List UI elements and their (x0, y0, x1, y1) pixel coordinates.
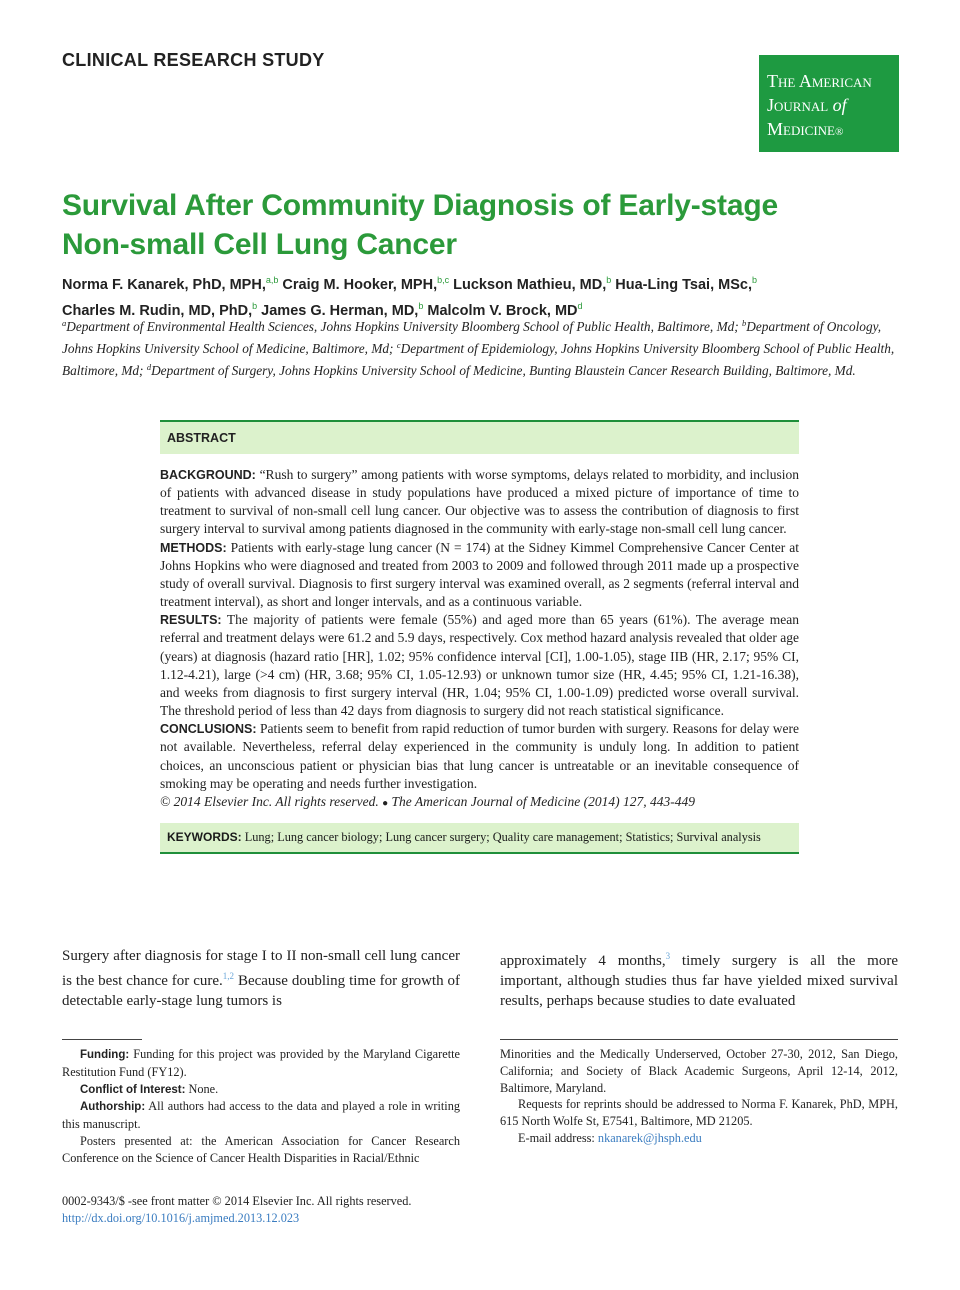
affil-sup: d (146, 362, 152, 372)
author-name: Charles M. Rudin, MD, PhD, (62, 303, 253, 319)
abstract-header: ABSTRACT (160, 422, 799, 454)
affil-sup: a (62, 318, 67, 328)
doi-link[interactable]: http://dx.doi.org/10.1016/j.amjmed.2013.12.023 (62, 1210, 300, 1225)
abstract-label: METHODS: (160, 540, 227, 555)
email-link[interactable]: nkanarek@jhsph.edu (597, 1130, 702, 1145)
footnote-divider (500, 1039, 898, 1040)
journal-logo-line1: The American (767, 71, 872, 91)
abstract-body (160, 454, 799, 813)
journal-logo (759, 55, 899, 152)
section-label: CLINICAL RESEARCH STUDY (62, 50, 325, 70)
abstract-text: Patients with early-stage lung cancer (N = 174) at the Sidney Kimmel Comprehensive Cancer Center at Johns Hopkins who were diagnosed and treated from 2003 to 2009 and followed through 2011 made up a prospective study of overall survival. Diagnosis to first surgery interval was examined overall, as 2 segments (referral interval and treatment interval), as short and longer intervals, and as a continuous variable. (160, 539, 799, 610)
abstract-label: BACKGROUND: (160, 468, 256, 482)
registered-mark: ® (835, 126, 844, 138)
author-affil-sup[interactable]: b (418, 301, 424, 311)
authorship-label: Authorship: (80, 1101, 146, 1114)
body-column-right (500, 946, 898, 1012)
author-name: Hua-Ling Tsai, MSc, (615, 277, 752, 293)
body-text: Surgery after diagnosis for stage I to II non-small cell lung cancer is the best chance for cure. (62, 948, 460, 990)
journal-citation: The American Journal of Medicine (2014) 127, 443-449 (391, 793, 695, 809)
keywords-label: KEYWORDS: (167, 829, 242, 844)
footnote-divider (62, 1039, 142, 1040)
author-affil-sup[interactable]: b (252, 301, 258, 311)
reference-link[interactable]: 1,2 (222, 971, 235, 982)
abstract-methods (160, 539, 799, 612)
author-affil-sup[interactable]: b (606, 275, 612, 285)
article-title (62, 186, 822, 264)
email-label: E-mail address: (518, 1130, 595, 1145)
body-text: timely surgery is all the more important, although studies thus far have yielded mixed survival results, perhaps because studies to date evaluated (500, 953, 898, 1010)
funding-label: Funding: (80, 1049, 130, 1061)
author-affil-sup[interactable]: d (577, 301, 583, 311)
abstract-conclusions (160, 720, 799, 793)
abstract-box (160, 420, 799, 854)
coi-note (62, 1081, 460, 1099)
author-affil-sup[interactable]: b (751, 275, 757, 285)
body-text: Because doubling time for growth of detectable early-stage lung tumors is (62, 973, 460, 1010)
posters-note: Posters presented at: the American Association for Cancer Research Conference on the Science of Cancer Health Disparities in Racial/Ethnic (62, 1133, 460, 1165)
funding-note (62, 1046, 460, 1081)
author-affil-sup[interactable]: b,c (437, 275, 450, 285)
abstract-text: Patients seem to benefit from rapid reduction of tumor burden with surgery. Reasons for delay were not available. Nevertheless, referral delay experienced in the community is unduly long. In addition to patient choices, an unconscious patient or physician bias that lung cancer is untreatable or an inevitable consequence of smoking may be operating and needs further investigation. (160, 721, 799, 791)
author-name: Luckson Mathieu, MD, (453, 277, 607, 293)
body-column-left (62, 946, 460, 1012)
authorship-text: All authors had access to the data and played a role in writing this manuscript. (62, 1099, 460, 1132)
funding-text: Funding for this project was provided by the Maryland Cigarette Restitution Fund (FY12). (62, 1047, 460, 1079)
issn-line: 0002-9343/$ -see front matter © 2014 Elsevier Inc. All rights reserved. (62, 1194, 412, 1208)
reprints-note: Requests for reprints should be addressed to Norma F. Kanarek, PhD, MPH, 615 North Wolfe St, E7541, Baltimore, MD 21205. (500, 1097, 898, 1129)
author-name: James G. Herman, MD, (261, 303, 419, 319)
journal-logo-line3: Medicine (767, 119, 835, 139)
author-affil-sup[interactable]: a,b (265, 275, 279, 285)
authorship-note (62, 1098, 460, 1133)
article-meta (62, 1193, 482, 1227)
affil-sup: c (396, 340, 401, 350)
affil-text: Department of Epidemiology, Johns Hopkins University Bloomberg School of Public Health, Baltimore, Md; (62, 341, 895, 378)
journal-logo-of: of (832, 95, 847, 115)
author-name: Norma F. Kanarek, PhD, MPH, (62, 277, 266, 293)
copyright-line (160, 793, 799, 813)
coi-text: None. (185, 1081, 219, 1096)
coi-label: Conflict of Interest: (80, 1083, 186, 1096)
affil-text: Department of Environmental Health Sciences, Johns Hopkins University Bloomberg School of Public Health, Baltimore, Md; (66, 319, 743, 334)
article-title-line2: Non-small Cell Lung Cancer (62, 228, 457, 261)
affil-sup: b (742, 318, 747, 328)
abstract-label: RESULTS: (160, 613, 222, 628)
keywords-box (160, 823, 799, 854)
bullet-icon: ● (382, 797, 389, 809)
article-title-line1: Survival After Community Diagnosis of Early-stage (62, 189, 778, 222)
reference-link[interactable]: 3 (665, 951, 671, 961)
footnotes-right (500, 1046, 898, 1147)
abstract-text: “Rush to surgery” among patients with worse symptoms, delays related to morbidity, and inclusion of patients with advanced disease in study populations have produced a mixed picture of importance of time to treatment to survival of non-small cell lung cancer. Our objective was to assess the contribution of diagnosis to first surgery interval to survival among patients diagnosed in the community with early-stage non-small cell lung cancer. (160, 467, 799, 537)
abstract-label: CONCLUSIONS: (160, 722, 257, 737)
abstract-text: The majority of patients were female (55%) and aged more than 65 years (61%). The average mean referral and treatment delays were 61.2 and 5.9 days, respectively. Cox method hazard analysis revealed that older age (years) at diagnosis (hazard ratio [HR], 1.02; 95% confidence interval [CI], 1.00-1.05), stage IIB (HR, 2.17; 95% CI, 1.12-4.21), large (>4 cm) (HR, 3.68; 95% CI, 1.05-12.93) or unknown tumor size (HR, 4.45; 95% CI, 1.21-16.38), and weeks from diagnosis to first surgery interval (HR, 1.04; 95% CI, 1.00-1.09) predicted worse overall survival. The threshold period of less than 42 days from diagnosis to surgery did not reach statistical significance. (160, 612, 799, 719)
footnotes-left (62, 1046, 460, 1167)
affil-text: Department of Oncology, Johns Hopkins University School of Medicine, Baltimore, Md; (62, 319, 882, 356)
posters-note-continued: Minorities and the Medically Underserved, October 27-30, 2012, San Diego, California; and Society of Black Academic Surgeons, April 12-14, 2012, Baltimore, Maryland. (500, 1047, 898, 1095)
copyright-text: © 2014 Elsevier Inc. All rights reserved. (160, 793, 379, 809)
author-name: Malcolm V. Brock, MD (427, 303, 578, 319)
affil-text: Department of Surgery, Johns Hopkins University School of Medicine, Bunting Blaustein Cancer Research Building, Baltimore, Md. (151, 363, 856, 378)
abstract-results (160, 611, 799, 720)
abstract-background (160, 466, 799, 539)
author-name: Craig M. Hooker, MPH, (282, 277, 438, 293)
keywords-text: Lung; Lung cancer biology; Lung cancer surgery; Quality care management; Statistics; Survival analysis (241, 829, 761, 844)
affiliations (62, 314, 902, 380)
journal-logo-line2: Journal (767, 95, 833, 115)
email-note (500, 1130, 898, 1147)
body-text: approximately 4 months, (500, 953, 666, 969)
